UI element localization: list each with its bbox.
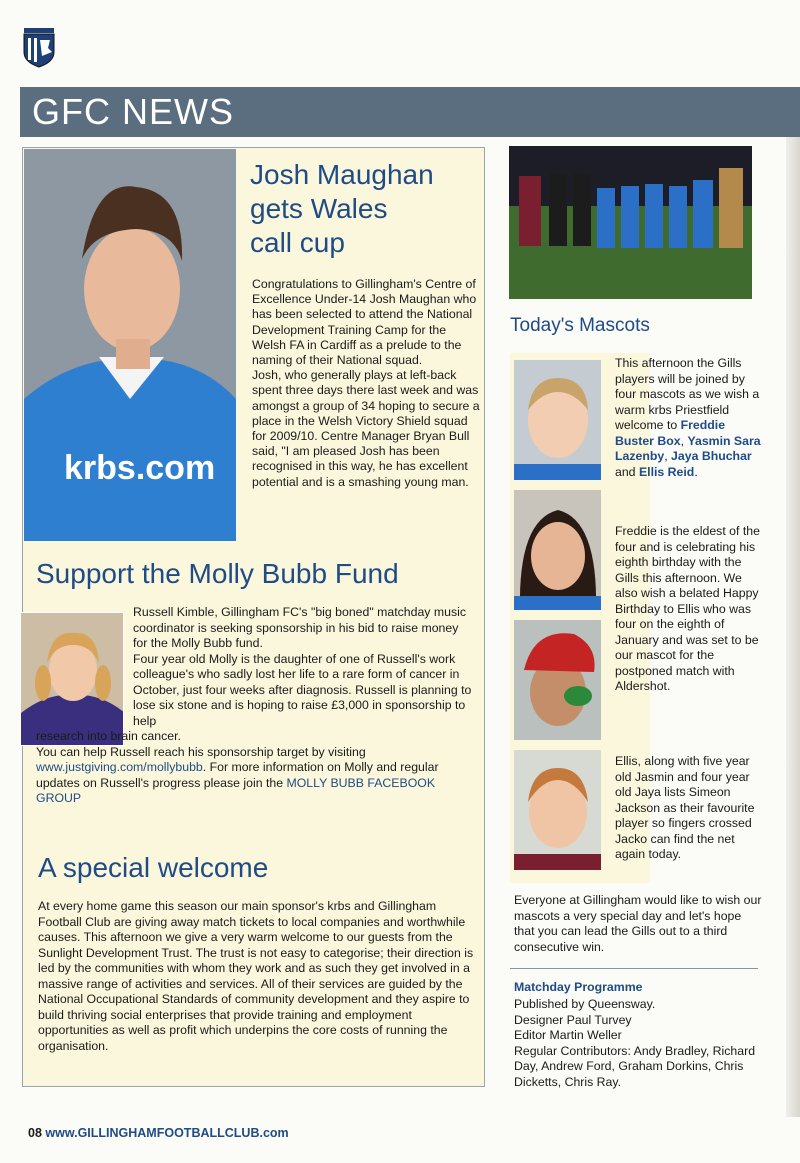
molly-after-link: . For more information on Molly and regular updates on Russell's progress please join the: [36, 760, 439, 790]
section-banner: [20, 87, 800, 137]
mascot-paragraph: Ellis, along with five year old Jasmin and four year old Jaya lists Simeon Jackson as their favourite player so fingers crossed Jacko can find the net again today.: [615, 754, 755, 861]
mascot-photo-freddie: [514, 360, 601, 480]
page-number: 08: [28, 1126, 42, 1140]
mascot-paragraph: Freddie is the eldest of the four and is celebrating his eighth birthday with the Gills this afternoon. We also wish a belated Happy Birthday to Ellis who was four on the eighth of January and was set to be our mascot for the postponed match with Aldershot.: [615, 524, 760, 693]
mascot-name: Freddie Buster Box: [615, 418, 726, 448]
josh-photo: [24, 149, 236, 541]
mascot-photo-ellis: [514, 750, 601, 870]
team-mascots-photo: [509, 146, 752, 299]
section-title: GFC NEWS: [32, 91, 234, 132]
page-spine: [786, 137, 800, 1117]
molly-article: [36, 605, 476, 807]
divider: [510, 968, 758, 969]
welcome-headline: A special welcome: [38, 852, 269, 883]
mascot-name: Ellis Reid: [638, 464, 695, 479]
facebook-group-link[interactable]: MOLLY BUBB FACEBOOK GROUP: [36, 775, 436, 805]
molly-link-intro: You can help Russell reach his sponsorship target by visiting: [36, 744, 366, 759]
club-crest-icon: [22, 26, 56, 68]
molly-paragraph-tail: research into brain cancer.: [36, 729, 181, 743]
credit-line: Designer Paul Turvey: [514, 1012, 632, 1027]
molly-headline: Support the Molly Bubb Fund: [36, 558, 399, 589]
josh-headline-line: Josh Maughan: [250, 159, 434, 190]
josh-article: [252, 277, 482, 490]
programme-title: Matchday Programme: [514, 980, 643, 994]
justgiving-link[interactable]: www.justgiving.com/mollybubb: [36, 760, 203, 774]
molly-paragraph: Russell Kimble, Gillingham FC's "big boned" matchday music coordinator is seeking sponsorship in his bid to raise money for the Molly Bubb fund.: [133, 605, 466, 650]
programme-credits: [514, 997, 764, 1090]
mascot-intro: This afternoon the Gills players will be joined by four mascots as we wish a warm krbs Priestfield welcome to Freddie Buster Box, Yasmin Sara Lazenby, Jaya Bhuchar and Ellis Reid.: [615, 356, 761, 479]
mascot-name: Jaya Bhuchar: [671, 449, 752, 463]
mascots-headline: Today's Mascots: [510, 315, 650, 336]
josh-headline: [250, 158, 480, 260]
everyone-paragraph: Everyone at Gillingham would like to wish our mascots a very special day and let's hope that you can lead the Gills out to a third consecutive win.: [514, 893, 762, 954]
mascot-photo-jaya: [514, 620, 601, 740]
josh-headline-line: gets Wales: [250, 193, 388, 224]
molly-paragraph: Four year old Molly is the daughter of one of Russell's work colleague's who sadly lost her life to a rare form of cancer in October, just four weeks after diagnosis. Russell is planning to lose six stone and is hoping to raise £3,000 in sponsorship to help: [133, 651, 472, 728]
page-footer: [28, 1126, 289, 1140]
josh-headline-line: call cup: [250, 227, 345, 258]
shirt-sponsor-text: krbs.com: [64, 449, 216, 487]
mascot-photo-yasmin: [514, 490, 601, 610]
mascot-name: Yasmin Sara Lazenby: [615, 433, 761, 463]
and-word: and: [615, 464, 636, 479]
josh-paragraph: Congratulations to Gillingham's Centre of Excellence Under-14 Josh Maughan who has been selected to attend the National Development Training Camp for the Welsh FA in Cardiff as a prelude to the naming of their National squad.: [252, 277, 477, 368]
welcome-article: At every home game this season our main sponsor's krbs and Gillingham Football Club are giving away match tickets to local companies and worthwhile causes. This afternoon we give a very warm welcome to our guests from the Sunlight Development Trust. The trust is not easy to categorise; their direction is led by the communities with whom they work and as such they get involved in a massive range of activities and services. All of their services are guided by the National Occupational Standards of community development and they aspire to build thriving social enterprises that provide training and employment opportunities as well as profit which underpins the core costs of running the organisation.: [38, 899, 474, 1053]
credit-line: Published by Queensway.: [514, 997, 656, 1011]
mascot-intro-text: This afternoon the Gills players will be joined by four mascots as we wish a warm krbs Priestfield welcome to: [615, 356, 760, 432]
credit-line: Regular Contributors: Andy Bradley, Richard Day, Andrew Ford, Graham Dorkins, Chris Dicketts, Chris Ray.: [514, 1043, 756, 1089]
credit-line: Editor Martin Weller: [514, 1028, 622, 1042]
club-website-link[interactable]: www.GILLINGHAMFOOTBALLCLUB.com: [45, 1126, 289, 1140]
josh-paragraph: Josh, who generally plays at left-back spent three days there last week and was amongst a group of 34 hoping to secure a place in the Welsh Victory Shield squad for 2009/10. Centre Manager Bryan Bull said, "I am pleased Josh has been recognised in this way, he has excellent potential and is a smashing young man.: [252, 368, 480, 489]
